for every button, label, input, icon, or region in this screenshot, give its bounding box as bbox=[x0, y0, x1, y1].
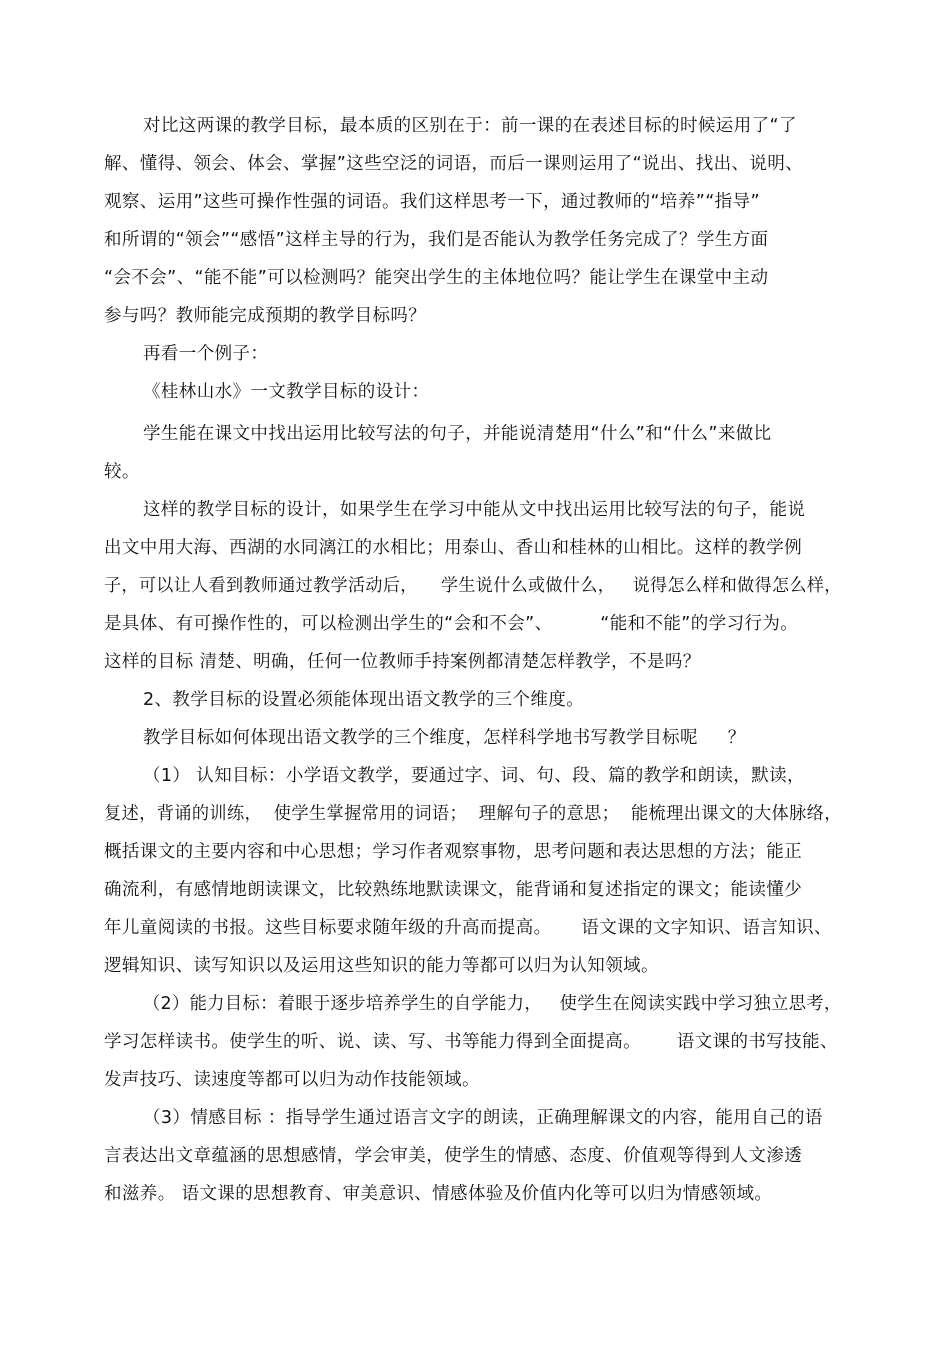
text-line: 是具体、有可操作性的，可以检测出学生的“会和不会”、 “能和不能”的学习行为。 bbox=[104, 614, 799, 634]
text-line: 年儿童阅读的书报。这些目标要求随年级的升高而提高。 语文课的文字知识、语言知识、 bbox=[104, 918, 832, 938]
text-line: 较。 bbox=[104, 462, 140, 482]
text-line: 学生能在课文中找出运用比较写法的句子，并能说清楚用“什么”和“什么”来做比 bbox=[143, 424, 772, 444]
text-line: 这样的目标 清楚、明确，任何一位教师手持案例都清楚怎样教学，不是吗？ bbox=[104, 652, 701, 672]
text-line: 《桂林山水》一文教学目标的设计： bbox=[143, 382, 430, 402]
text-line: 发声技巧、读速度等都可以归为动作技能领域。 bbox=[104, 1070, 480, 1090]
text-line: 参与吗？教师能完成预期的教学目标吗？ bbox=[104, 306, 427, 326]
text-line: 2、教学目标的设置必须能体现出语文教学的三个维度。 bbox=[143, 690, 585, 710]
text-line: 对比这两课的教学目标，最本质的区别在于：前一课的在表述目标的时候运用了“了 bbox=[143, 116, 797, 136]
text-line: 出文中用大海、西湖的水同漓江的水相比；用泰山、香山和桂林的山相比。这样的教学例 bbox=[104, 538, 803, 558]
text-line: 概括课文的主要内容和中心思想；学习作者观察事物，思考问题和表达思想的方法；能正 bbox=[104, 842, 803, 862]
text-line: 这样的教学目标的设计，如果学生在学习中能从文中找出运用比较写法的句子，能说 bbox=[143, 500, 806, 520]
text-line: （1） 认知目标：小学语文教学，要通过字、词、句、段、篇的教学和朗读，默读， bbox=[143, 766, 805, 786]
text-line: “会不会”、“能不能”可以检测吗？能突出学生的主体地位吗？能让学生在课堂中主动 bbox=[104, 268, 769, 288]
text-line: （2）能力目标：着眼于逐步培养学生的自学能力， 使学生在阅读实践中学习独立思考， bbox=[143, 994, 842, 1014]
text-line: 和滋养。 语文课的思想教育、审美意识、情感体验及价值内化等可以归为情感领域。 bbox=[104, 1184, 773, 1204]
text-line: 和所谓的“领会”“感悟”这样主导的行为，我们是否能认为教学任务完成了？学生方面 bbox=[104, 230, 769, 250]
text-line: 复述，背诵的训练， 使学生掌握常用的词语； 理解句子的意思； 能梳理出课文的大体脉络， bbox=[104, 804, 842, 824]
text-line: 观察、运用”这些可操作性强的词语。我们这样思考一下，通过教师的“培养”“指导” bbox=[104, 192, 760, 212]
text-line: 解、懂得、领会、体会、掌握”这些空泛的词语，而后一课则运用了“说出、找出、说明、 bbox=[104, 154, 804, 174]
text-line: 言表达出文章蕴涵的思想感情，学会审美，使学生的情感、态度、价值观等得到人文渗透 bbox=[104, 1146, 803, 1166]
text-line: 再看一个例子： bbox=[143, 344, 269, 364]
text-line: （3）情感目标 ：指导学生通过语言文字的朗读，正确理解课文的内容，能用自己的语 bbox=[143, 1108, 823, 1128]
text-line: 逻辑知识、读写知识以及运用这些知识的能力等都可以归为认知领域。 bbox=[104, 956, 659, 976]
text-line: 确流利，有感情地朗读课文，比较熟练地默读课文，能背诵和复述指定的课文；能读懂少 bbox=[104, 880, 803, 900]
text-line: 学习怎样读书。使学生的听、说、读、写、书等能力得到全面提高。 语文课的书写技能、 bbox=[104, 1032, 838, 1052]
text-line: 子，可以让人看到教师通过教学活动后， 学生说什么或做什么， 说得怎么样和做得怎么样， bbox=[104, 576, 842, 596]
text-line: 教学目标如何体现出语文教学的三个维度，怎样科学地书写教学目标呢 ？ bbox=[143, 728, 746, 748]
